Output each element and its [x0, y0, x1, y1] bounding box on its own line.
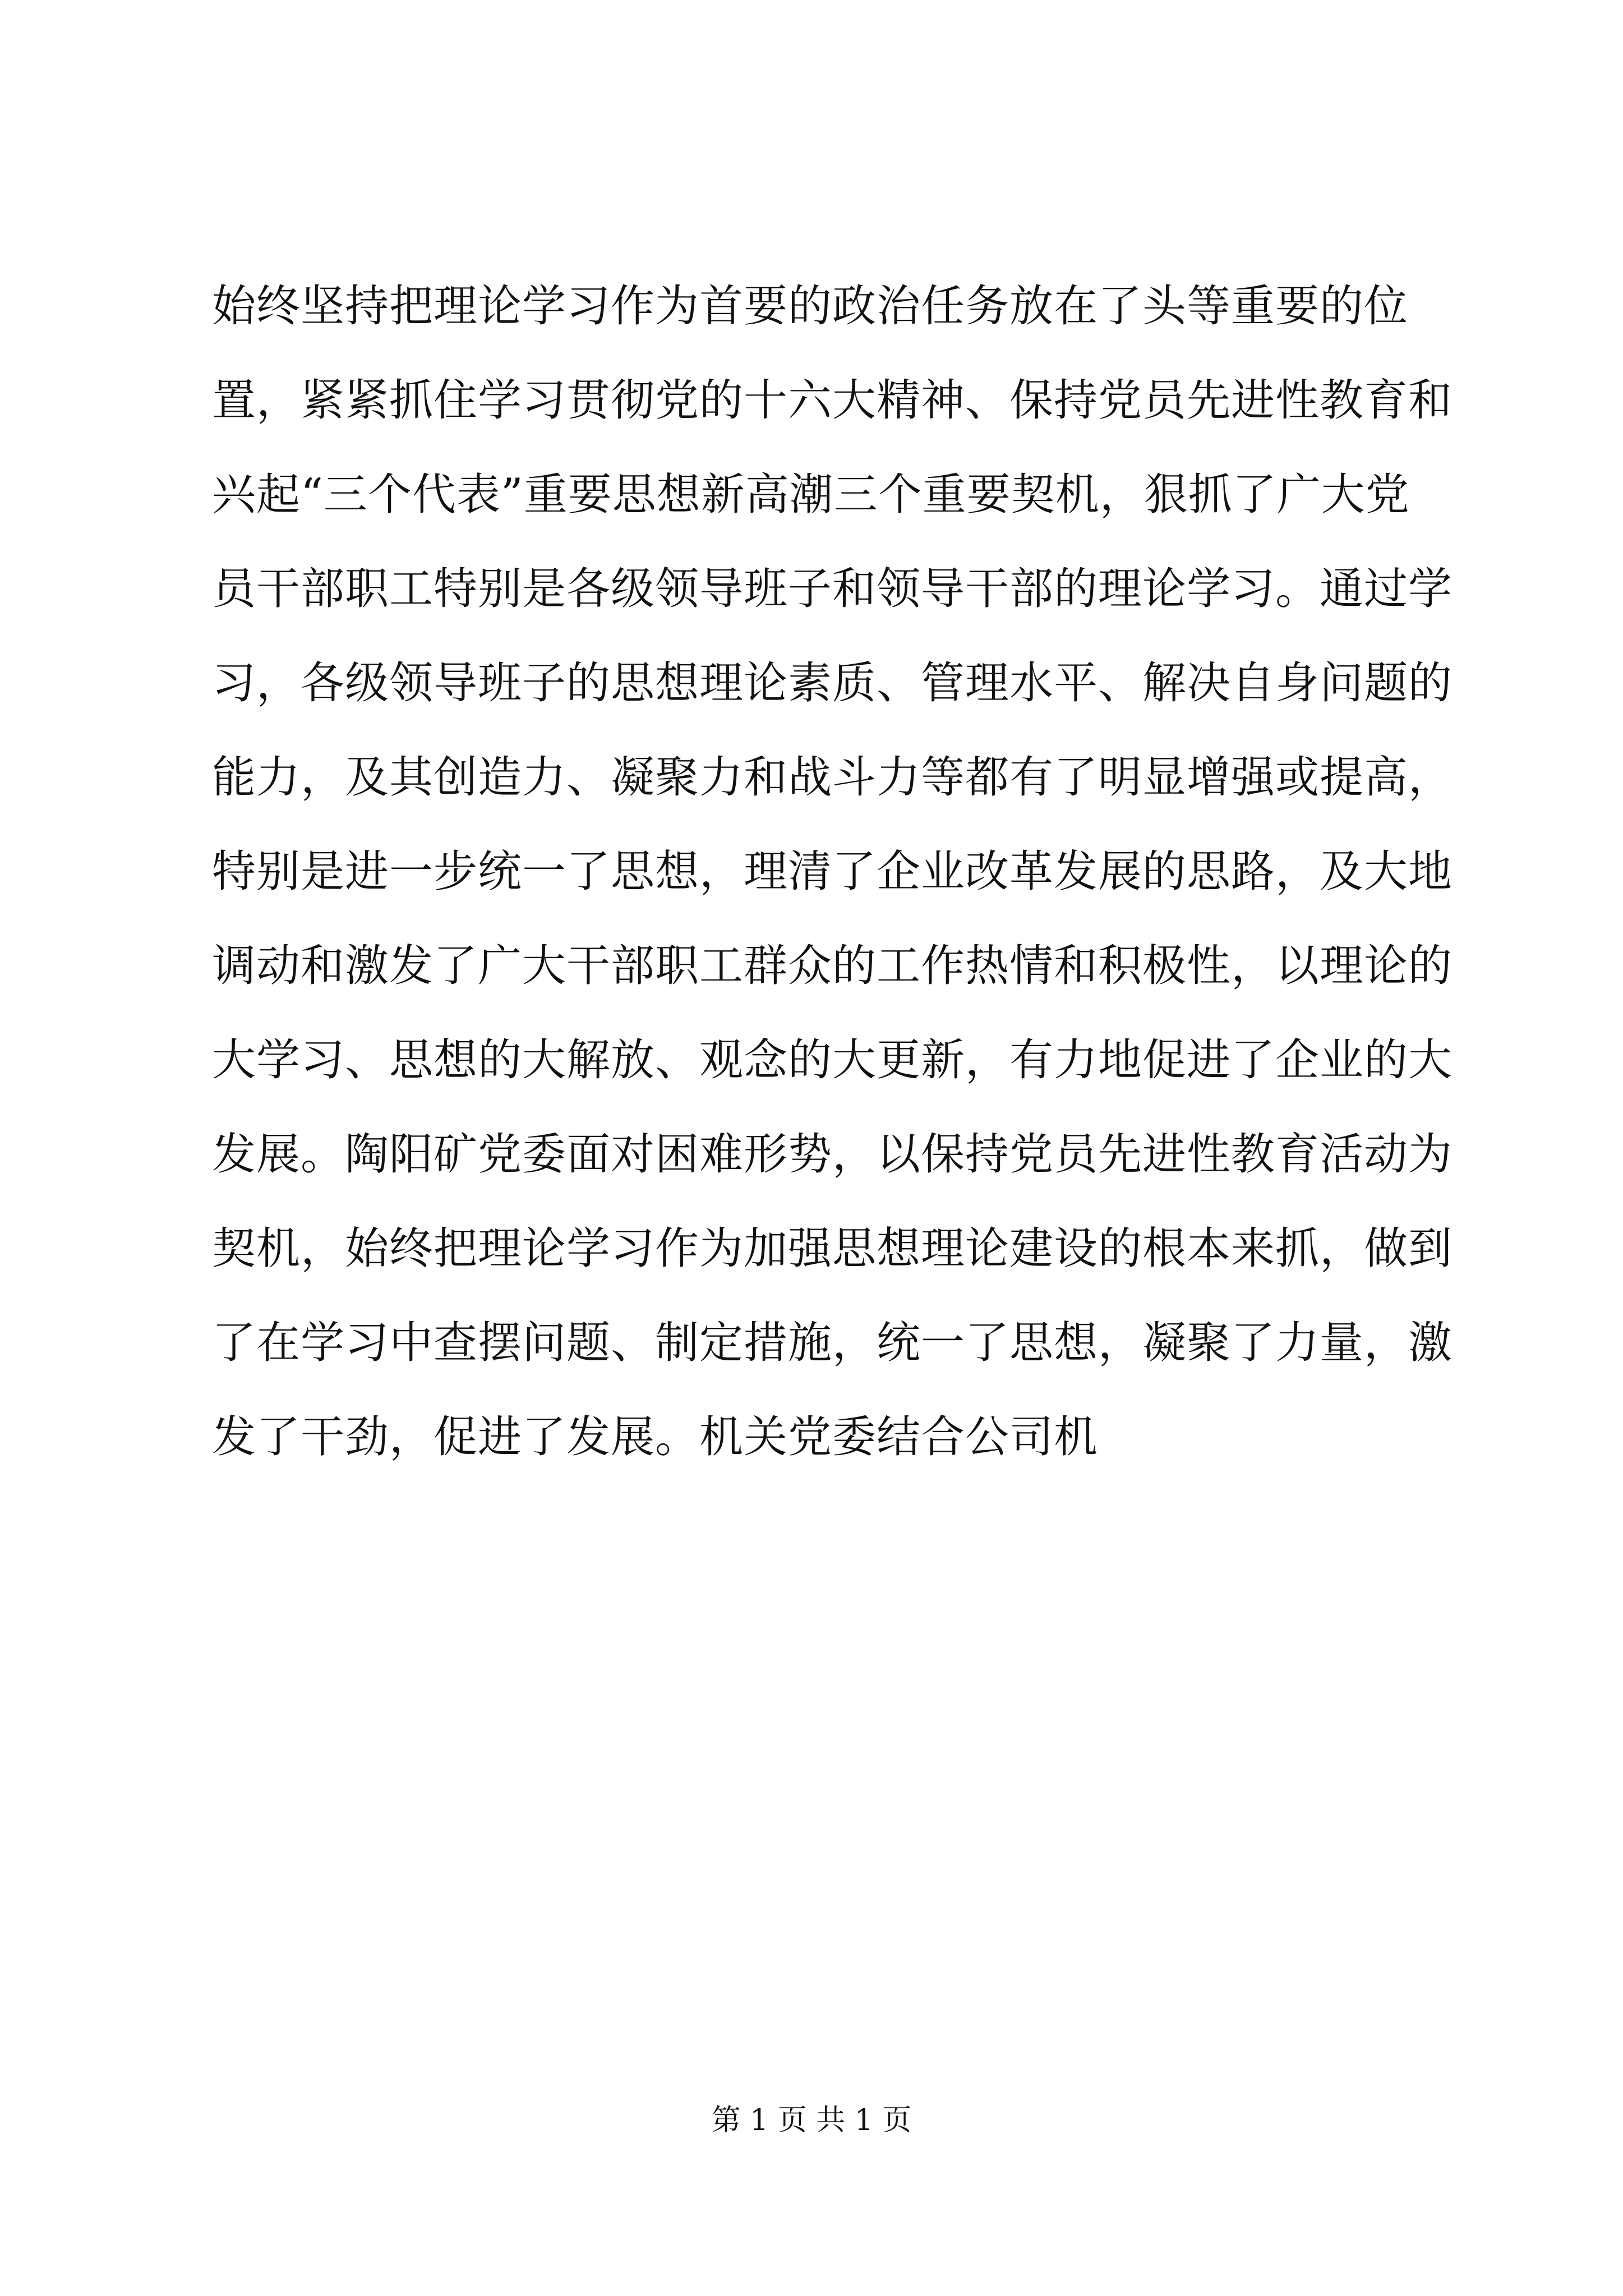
- text-line: 置，紧紧抓住学习贯彻党的十六大精神、保持党员先进性教育和: [212, 375, 1453, 426]
- text-line: 习，各级领导班子的思想理论素质、管理水平、解决自身问题的: [212, 658, 1453, 708]
- text-line: 大学习、思想的大解放、观念的大更新，有力地促进了企业的大: [212, 1035, 1453, 1085]
- text-line: 发展。陶阳矿党委面对困难形势，以保持党员先进性教育活动为: [212, 1129, 1453, 1180]
- text-line: 始终坚持把理论学习作为首要的政治任务放在了头等重要的位: [212, 281, 1409, 332]
- text-line: 契机，始终把理论学习作为加强思想理论建设的根本来抓，做到: [212, 1223, 1453, 1274]
- text-line: 了在学习中查摆问题、制定措施，统一了思想，凝聚了力量，激: [212, 1318, 1453, 1368]
- page-number-footer: 第 1 页 共 1 页: [711, 2104, 912, 2137]
- text-line: 发了干劲，促进了发展。机关党委结合公司机: [212, 1412, 1099, 1462]
- text-line: 员干部职工特别是各级领导班子和领导干部的理论学习。通过学: [212, 564, 1453, 614]
- text-line: 调动和激发了广大干部职工群众的工作热情和积极性，以理论的: [212, 941, 1453, 991]
- text-line: 能力，及其创造力、凝聚力和战斗力等都有了明显增强或提高，: [212, 752, 1453, 803]
- body-paragraph: [212, 259, 1453, 1484]
- text-line: 特别是进一步统一了思想，理清了企业改革发展的思路，及大地: [212, 846, 1453, 897]
- text-line: 兴起“三个代表”重要思想新高潮三个重要契机，狠抓了广大党: [212, 470, 1410, 520]
